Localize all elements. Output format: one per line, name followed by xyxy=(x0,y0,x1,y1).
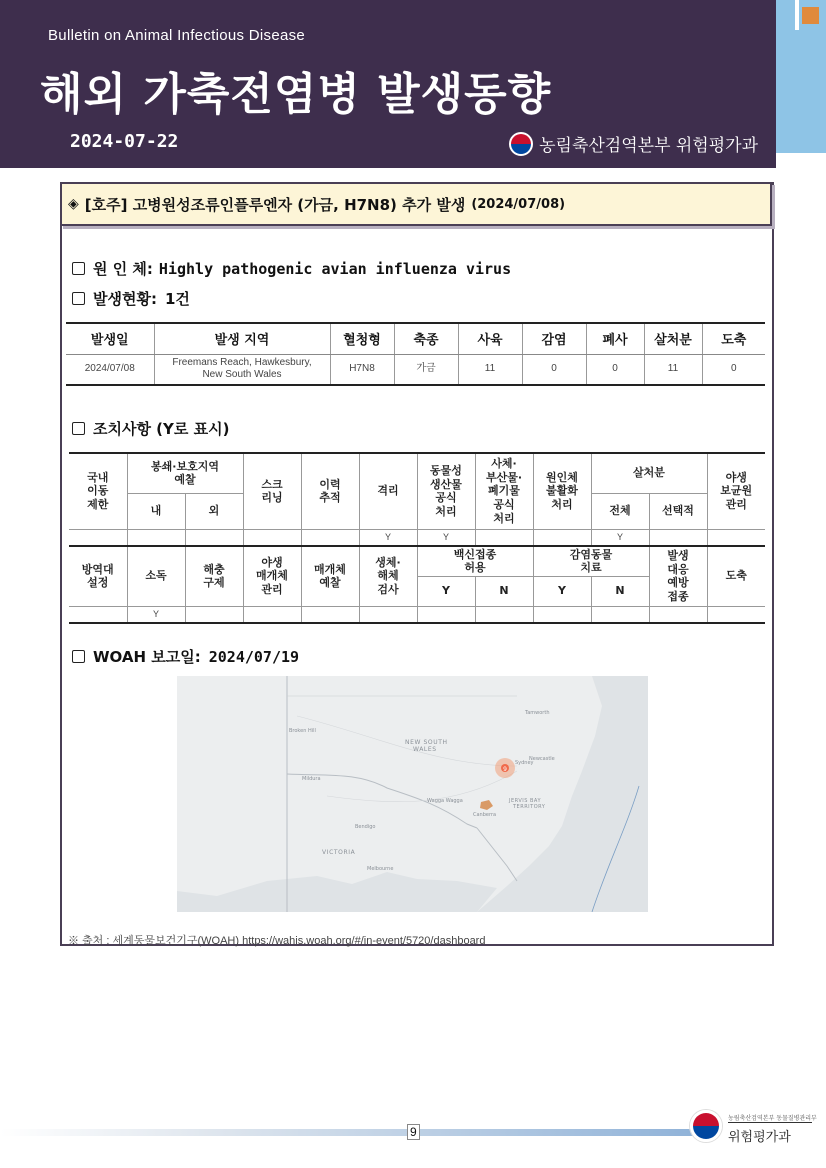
map-label: Canberra xyxy=(473,812,497,818)
header-text: 사체· xyxy=(491,456,517,470)
pathogen-line xyxy=(72,258,511,279)
header-live xyxy=(359,546,417,606)
value-cell xyxy=(127,529,185,546)
map-label: TERRITORY xyxy=(513,804,546,810)
value-cell xyxy=(359,606,417,623)
header-inactivation xyxy=(533,453,591,529)
header-carcass xyxy=(475,453,533,529)
serotype: H7N8 xyxy=(330,354,394,385)
footer-divider xyxy=(728,1122,812,1123)
map-label: Broken Hill xyxy=(289,728,316,734)
raised-count: 11 xyxy=(458,354,522,385)
organization-name: 농림축산검역본부 위험평가과 xyxy=(539,136,758,156)
value-cell xyxy=(185,606,243,623)
government-emblem-icon xyxy=(509,132,533,156)
value-cell xyxy=(417,606,475,623)
header-text: 공식 xyxy=(493,498,515,512)
header-text: 공식 xyxy=(435,491,457,505)
header-zone-in: 내 xyxy=(127,493,185,529)
value-cell xyxy=(533,606,591,623)
header-text: 해충 xyxy=(203,562,225,576)
column-header: 폐사 xyxy=(586,323,644,354)
table-row xyxy=(66,354,765,385)
header-text: 허용 xyxy=(464,561,486,575)
header-text: 부산물· xyxy=(485,470,523,484)
value-cell xyxy=(707,529,765,546)
measures-title: 조치사항 (Y로 표시) xyxy=(93,420,230,438)
header-text: 봉쇄·보호지역 xyxy=(151,459,219,473)
column-header: 살처분 xyxy=(644,323,702,354)
header-text: 관리 xyxy=(725,498,747,512)
header-text: 감염동물 xyxy=(569,547,613,561)
footer-line xyxy=(0,1129,700,1136)
culled-count: 11 xyxy=(644,354,702,385)
side-accent-orange xyxy=(802,7,819,24)
header-screening xyxy=(243,453,301,529)
header-vaccine xyxy=(417,546,533,576)
header-zone xyxy=(127,453,243,493)
header-text: 제한 xyxy=(87,498,109,512)
map-label: Sydney xyxy=(515,760,534,766)
header-text: 스크 xyxy=(261,477,283,491)
english-title: Bulletin on Animal Infectious Disease xyxy=(48,27,306,44)
value-cell xyxy=(533,529,591,546)
map-label: Tamworth xyxy=(525,710,550,716)
map-label: WALES xyxy=(413,746,437,753)
header-text: 설정 xyxy=(87,576,109,590)
header-wild-vector xyxy=(243,546,301,606)
header-banner xyxy=(0,0,776,168)
header-text: 보균원 xyxy=(720,484,753,498)
status-value: 1건 xyxy=(164,290,190,308)
header-text: 접종 xyxy=(667,590,689,603)
header-text: 대응 xyxy=(667,562,689,576)
state-border xyxy=(477,828,517,881)
header-text: 예찰 xyxy=(319,576,341,590)
woah-label: WOAH 보고일: xyxy=(93,648,201,666)
header-text: 해체 xyxy=(377,569,399,583)
header-text: 발생 xyxy=(667,548,689,562)
korean-title: 해외 가축전염병 발생동향 xyxy=(40,69,552,120)
column-header: 도축 xyxy=(702,323,765,354)
column-header: 발생일 xyxy=(66,323,154,354)
value-cell xyxy=(69,529,127,546)
footer-department: 농림축산검역본부 동물질병관리부 xyxy=(728,1115,817,1122)
value-product: Y xyxy=(417,529,475,546)
header-text: 불활화 xyxy=(546,484,578,498)
header-text: 생체· xyxy=(375,555,401,569)
value-quarantine: Y xyxy=(359,529,417,546)
source-note: ※ 출처 : 세계동물보건기구(WOAH) https://wahis.woah.org/#/in-event/5720/dashboard xyxy=(68,935,486,947)
header-text: 야생 xyxy=(725,470,747,484)
header-text: 매개체 xyxy=(256,569,288,583)
report-title-bar xyxy=(60,182,772,226)
value-cell xyxy=(185,529,243,546)
header-text: 동물성 xyxy=(430,463,462,477)
value-cell xyxy=(69,606,127,623)
header-disinfection: 소독 xyxy=(127,546,185,606)
value-stamping-all: Y xyxy=(591,529,649,546)
map-label: Wagga Wagga xyxy=(427,798,463,804)
header-text: 방역대 xyxy=(81,562,114,576)
header-text: 이력 xyxy=(319,477,341,491)
value-cell xyxy=(649,529,707,546)
header-text: 구제 xyxy=(203,576,225,590)
header-traceback xyxy=(301,453,359,529)
region-marker xyxy=(480,800,493,810)
header-text: 백신접종 xyxy=(453,547,497,561)
footer-organization: 위험평가과 xyxy=(728,1130,791,1145)
table-row xyxy=(69,606,765,623)
outbreak-table xyxy=(66,322,765,386)
status-label: 발생현황: xyxy=(93,290,157,308)
header-text: 국내 xyxy=(87,470,109,484)
diamond-icon: ◈ xyxy=(68,196,79,212)
header-text: 추적 xyxy=(319,491,341,505)
outbreak-date: 2024/07/08 xyxy=(66,354,154,385)
cluster-count: 9 xyxy=(503,766,507,773)
header-text: 처리 xyxy=(435,505,457,518)
woah-line xyxy=(72,646,299,667)
pathogen-label: 원 인 체: xyxy=(93,260,153,278)
value-disinfection: Y xyxy=(127,606,185,623)
header-text: 관리 xyxy=(261,583,283,597)
map-label: Newcastle xyxy=(529,756,555,762)
header-text: 검사 xyxy=(377,583,399,597)
infected-count: 0 xyxy=(522,354,586,385)
table-row xyxy=(69,529,765,546)
value-cell xyxy=(475,529,533,546)
header-treatment-y: Y xyxy=(533,576,591,606)
value-cell xyxy=(649,606,707,623)
checkbox-icon xyxy=(72,422,85,435)
woah-date: 2024/07/19 xyxy=(208,647,300,666)
column-header: 혈청형 xyxy=(330,323,394,354)
column-header: 발생 지역 xyxy=(154,323,330,354)
header-stamping-selective: 선택적 xyxy=(649,493,707,529)
pathogen-value: Highly pathogenic avian influenza virus xyxy=(158,259,512,278)
header-text: 원인체 xyxy=(546,470,578,484)
species: 가금 xyxy=(394,354,458,385)
report-title: [호주] 고병원성조류인플루엔자 (가금, H7N8) 추가 발생 xyxy=(84,195,466,214)
map-label: Melbourne xyxy=(367,866,394,872)
value-cell xyxy=(243,606,301,623)
region-line: New South Wales xyxy=(202,369,282,381)
header-zone-out: 외 xyxy=(185,493,243,529)
map-label: NEW SOUTH xyxy=(405,739,448,746)
header-treatment xyxy=(533,546,649,576)
header-text: 폐기물 xyxy=(488,484,520,498)
map-graphic xyxy=(177,676,648,912)
header-vaccine-y: Y xyxy=(417,576,475,606)
column-header: 감염 xyxy=(522,323,586,354)
page-number: 9 xyxy=(407,1124,420,1140)
header-zoning xyxy=(69,546,127,606)
header-pest xyxy=(185,546,243,606)
header-text: 매개체 xyxy=(314,562,346,576)
government-emblem-icon xyxy=(690,1110,722,1142)
slaughtered-count: 0 xyxy=(702,354,765,385)
sea-area xyxy=(477,676,648,912)
outbreak-region xyxy=(154,354,330,385)
checkbox-icon xyxy=(72,650,85,663)
value-cell xyxy=(301,606,359,623)
header-vector xyxy=(301,546,359,606)
header-movement xyxy=(69,453,127,529)
sea-area-south xyxy=(177,872,497,912)
outbreak-table-header xyxy=(66,323,765,354)
status-line xyxy=(72,288,190,309)
header-text: 치료 xyxy=(580,561,602,575)
value-cell xyxy=(301,529,359,546)
region-line: Freemans Reach, Hawkesbury, xyxy=(172,356,312,368)
report-title-date: (2024/07/08) xyxy=(471,196,566,212)
map-label: Mildura xyxy=(302,776,321,782)
checkbox-icon xyxy=(72,262,85,275)
map-label: JERVIS BAY xyxy=(509,798,542,804)
column-header: 축종 xyxy=(394,323,458,354)
header-quarantine: 격리 xyxy=(359,453,417,529)
header-treatment-n: N xyxy=(591,576,649,606)
value-cell xyxy=(591,606,649,623)
measures-header-row xyxy=(69,453,765,493)
header-text: 생산물 xyxy=(430,477,462,491)
header-text: 처리 xyxy=(493,511,515,525)
bulletin-date: 2024-07-22 xyxy=(70,131,179,152)
header-text: 리닝 xyxy=(261,491,283,505)
header-stamping-all: 전체 xyxy=(591,493,649,529)
header-text: 처리 xyxy=(551,498,573,512)
map-label: VICTORIA xyxy=(322,849,356,856)
road xyxy=(327,771,517,802)
outbreak-map xyxy=(177,676,648,912)
map-label: Bendigo xyxy=(355,824,376,830)
header-stamping: 살처분 xyxy=(591,453,707,493)
header-prevent xyxy=(649,546,707,606)
header-product xyxy=(417,453,475,529)
header-text: 야생 xyxy=(261,555,283,569)
measures-table xyxy=(69,452,765,624)
header-wildlife xyxy=(707,453,765,529)
measures-heading xyxy=(72,418,229,439)
header-text: 예방 xyxy=(667,576,689,590)
header-text: 예찰 xyxy=(174,473,196,487)
header-slaughter: 도축 xyxy=(707,546,765,606)
header-text: 이동 xyxy=(87,484,109,498)
dead-count: 0 xyxy=(586,354,644,385)
value-cell xyxy=(475,606,533,623)
checkbox-icon xyxy=(72,292,85,305)
value-cell xyxy=(243,529,301,546)
header-vaccine-n: N xyxy=(475,576,533,606)
value-cell xyxy=(707,606,765,623)
side-accent-line xyxy=(795,0,799,30)
column-header: 사육 xyxy=(458,323,522,354)
header-organization xyxy=(509,131,758,156)
measures-header-row xyxy=(69,546,765,576)
